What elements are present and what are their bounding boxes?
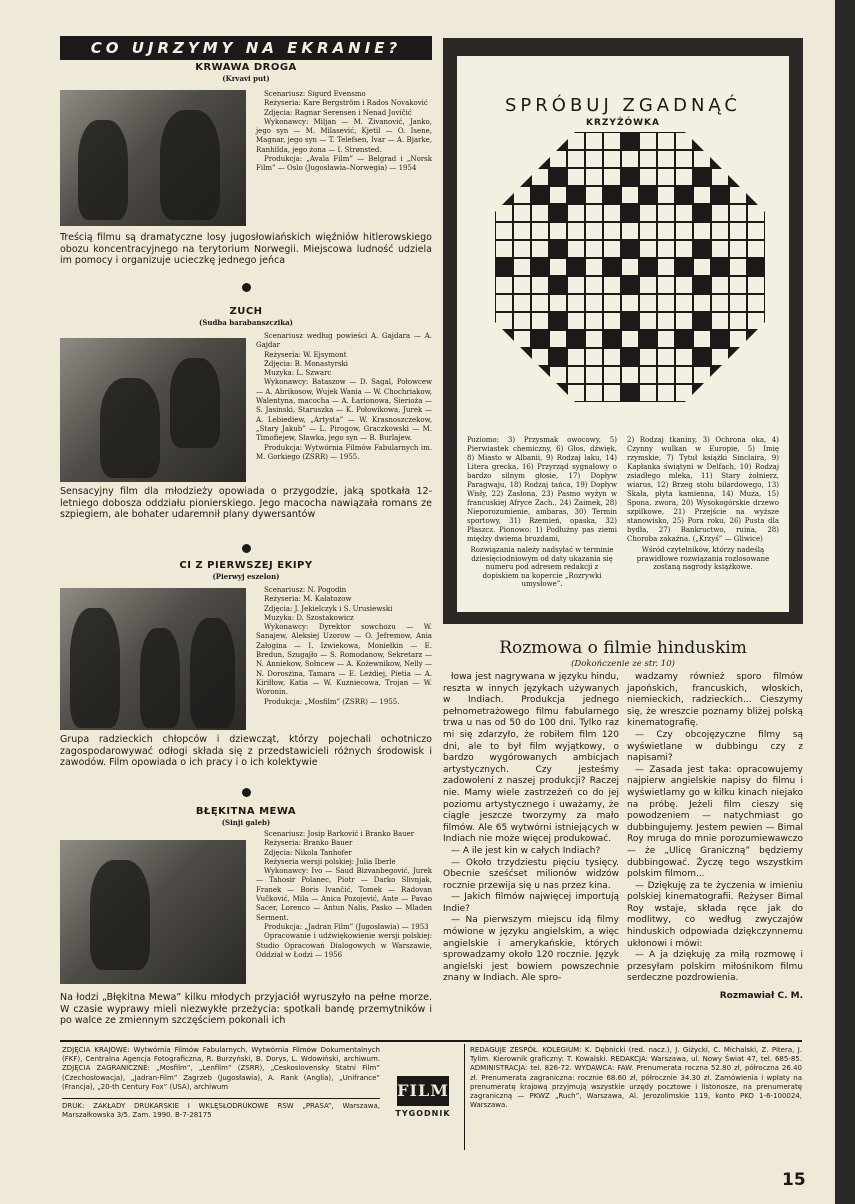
crossword-cell [676,151,692,167]
crossword-cell [586,277,602,293]
crossword-cell [658,385,674,401]
crossword-cell [496,241,512,257]
crossword-cell [586,133,602,149]
credit-line: Reżyseria: Kare Bergström i Rados Novaković [264,99,428,108]
crossword-cell [550,331,566,347]
crossword-cell [604,313,620,329]
crossword-cell [568,241,584,257]
crossword-cell [622,151,638,167]
crossword-cell [550,259,566,275]
crossword-cell [640,205,656,221]
crossword-cell [658,277,674,293]
separator-bullet [242,788,251,797]
credit-line: Zdjęcia: B. Monastyrski [264,359,349,368]
crossword-cell [676,223,692,239]
crossword-cell [730,331,746,347]
crossword-panel [457,56,789,612]
crossword-box [443,38,803,624]
credit-line: Scenariusz według powieści A. Gajdara — A. Gajdar [256,332,432,350]
crossword-note-right: Wśród czytelników, którzy nadeślą prawidłowe rozwiązania rozlosowane zostaną nagrody książkowe. [636,546,770,572]
crossword-cell [586,223,602,239]
crossword-cell [604,367,620,383]
footer-photo-credits: ZDJĘCIA KRAJOWE: Wytwórnia Filmów Fabularnych, Wytwórnia Filmów Dokumentalnych (FKF), Centralna Agencja Fotograficzna, R. Burzyński, B. Dorys, L. Wdowiński, archiwum. ZDJĘCIA ZAGRANICZNE: „Mosfilm”, „Lenfilm” (ZSRR), „Ceskoslovensky Statni Film” (Czechosłowacja), „Jadran-Film” Zagrzeb (Jugosławia), A. Rank (Anglia), „Unifrance” (Francja), „20-th Century Fox” (USA), archiwum [62,1046,380,1091]
film-entry [60,306,432,540]
crossword-cell [748,205,764,221]
crossword-cell [550,295,566,311]
crossword-cell [532,295,548,311]
credit-line: Reżyseria: Branko Bauer [264,839,353,848]
crossword-cell [550,151,566,167]
crossword-cell [712,277,728,293]
credit-line: Reżyseria: M. Kałatozow [264,595,352,604]
crossword-cell [586,205,602,221]
crossword-cell [712,205,728,221]
crossword-cell [658,295,674,311]
article-paragraph: — Około trzydziestu pięciu tysięcy. Obecnie sześćset milionów widzów rocznie przewija się u nas przez kina. [443,857,619,891]
crossword-cell [568,133,584,149]
crossword-cell [730,205,746,221]
crossword-cell [676,367,692,383]
crossword-cell [532,313,548,329]
crossword-cell [622,259,638,275]
film-original-title: (Sudba barabanszczika) [199,318,293,327]
crossword-cell [568,277,584,293]
article-paragraph: łowa jest nagrywana w języku hindu, reszta w innych językach używanych w Indiach. Produkcja jednego pełnometrażowego filmu fabularnego trwa u nas od 50 do 100 dni. Tylko raz mi się zdarzyło, że robiłem film 120 dni, ale to był film wyjątkowy, o bardzo wygórowanych ambicjach artystycznych. Czy jesteśmy zadowoleni z naszej produkcji? Raczej nie. Mamy wiele zastrzeżeń co do jej poziomu artystycznego i uważamy, że ciągle jeszcze tworzymy za mało filmów. Ale 65 wytwórni istniejących w Indiach nie może więcej produkować. [443,672,619,845]
footer-divider [464,1044,465,1150]
crossword-cell [640,349,656,365]
separator-bullet [242,283,251,292]
crossword-clues-left: Poziomo: 3) Przysmak owocowy, 5) Pierwiastek chemiczny, 6) Głos, dźwięk, 8) Miasto w Albanii, 9) Rodzaj laku, 14) Litera grecka, 16) Przyrząd sygnałowy o bardzo silnym głosie, 17) Dopływ Paragwaju, 18) Rodzaj tańca, 19) Dopływ Wisły, 22) Zasłona, 23) Pasmo wyżyn w francuskiej Afryce Zach., 24) Zaimek, 28) Nieporozumienie, ambaras, 30) Termin sportowy, 31) Rzemień, opaska, 32) Płaszcz. Pionowo: 1) Podłużny pas ziemi między dwiema bruzdami, [467,436,617,543]
article-signature: Rozmawiał C. M. [719,991,803,1002]
crossword-cell [748,313,764,329]
article-column-2 [627,672,803,1003]
crossword-cell [640,385,656,401]
credit-line: Scenariusz: Josip Barković i Branko Bauer [264,830,415,838]
crossword-cell [586,349,602,365]
film-still-photo [60,338,246,482]
crossword-cell [586,385,602,401]
crossword-cell [694,331,710,347]
crossword-note-left: Rozwiązania należy nadsyłać w terminie dziesięciodniowym od daty ukazania się numeru pod adresem redakcji z dopiskiem na kopercie „Rozrywki umysłowe”. [470,546,614,589]
separator-bullet [242,544,251,553]
crossword-cell [568,349,584,365]
crossword-cell [640,133,656,149]
film-synopsis: Na łodzi „Błękitna Mewa” kilku młodych przyjaciół wyruszyło na pełne morze. W czasie wyprawy mieli niezwykłe przeżycia: spotkali bandę przemytników i po walce ze zmiennym szczęściem pokonali ich [60,992,432,1026]
article-paragraph: — Czy obcojęzyczne filmy są wyświetlane w dubbingu czy z napisami? [627,729,803,764]
crossword-cell [658,331,674,347]
crossword-cell [730,259,746,275]
crossword-cell [676,313,692,329]
crossword-cell [604,241,620,257]
film-synopsis: Grupa radzieckich chłopców i dziewcząt, którzy pojechali ochotniczo zagospodarowywać odłogi składa się z przedstawicieli różnych środowisk i zawodów. Film opowiada o ich pracy i o ich kolektywie [60,734,432,768]
crossword-cell [514,331,530,347]
crossword-cell [550,187,566,203]
crossword-cell [640,367,656,383]
film-credits [256,586,432,707]
crossword-cell [712,223,728,239]
article-subtitle: (Dokończenie ze str. 10) [571,659,675,669]
crossword-cell [694,295,710,311]
film-title: ZUCH [229,306,263,317]
crossword-cell [568,367,584,383]
crossword-cell [586,169,602,185]
crossword-cell [586,259,602,275]
film-still-photo [60,588,246,730]
crossword-cell [658,223,674,239]
credit-line: Wykonawcy: Ivo — Saud Bizvanbegović, Jurek — Tahosir Polanec, Piotr — Darko Slivnjak, Franek — Boris Ivančić, Tomek — Radovan Vučković, Mila — Anica Pozojević, Ante — Pavao Sacer, Lorenco — Antun Nalis, Pasko — Mladen Serment. [256,867,432,922]
crossword-grid [495,132,765,402]
film-credits [256,90,432,174]
crossword-cell [658,205,674,221]
crossword-cell [730,241,746,257]
crossword-cell [586,151,602,167]
magazine-logo [390,1076,456,1120]
crossword-cell [604,277,620,293]
crossword-cell [658,133,674,149]
crossword-cell [496,205,512,221]
crossword-cell [694,223,710,239]
film-synopsis: Sensacyjny film dla młodzieży opowiada o przygodzie, jaką spotkała 12-letniego dobosza oddziału pionierskiego. Jego macocha nawiązała romans ze szpiegiem, ale bohater udaremnił plany dywersantów [60,486,432,520]
crossword-cell [622,367,638,383]
crossword-cell [658,259,674,275]
crossword-cell [622,223,638,239]
crossword-cell [586,187,602,203]
article-paragraph: — Zasada jest taka: opracowujemy najpierw angielskie napisy do filmu i wyświetlamy go w kilku kinach niejako na próbę. Jeżeli film cieszy się powodzeniem — natychmiast go dubbingujemy. Jestem pewien — Bimal Roy mruga do mnie porozumiewawczo — że „Ulicę Graniczną” będziemy dubbingować. Życzę tego wszystkim polskim filmom... [627,764,803,880]
crossword-cell [640,223,656,239]
crossword-cell [604,205,620,221]
page-number: 15 [782,1170,806,1190]
crossword-cell [604,385,620,401]
film-title: KRWAWA DROGA [195,62,297,73]
credit-line: Produkcja: „Avala Film” — Belgrad i „Norsk Film” — Oslo (Jugosławia–Norwegia) — 1954 [256,155,432,173]
crossword-cell [496,223,512,239]
crossword-cell [586,241,602,257]
crossword-cell [586,313,602,329]
crossword-cell [640,169,656,185]
crossword-cell [712,169,728,185]
crossword-cell [694,187,710,203]
crossword-cell [730,295,746,311]
credit-line: Wykonawcy: Bataszow — D. Sagal, Połowcew — A. Abrikosow, Wujek Wania — W. Chochriakow, Walentyna, macocha — A. Łarionowa, Sierioża — S. Jasinski, Staruszka — K. Połowikowa, Jurek — A. Lebiediew, „Artysta” — W. Krasnoszczekow, „Stary Jakub” — L. Pirogow, Graczkowski — M. Timofiejew, Sławka, jego syn — B. Burlajew. [256,378,432,443]
crossword-cell [604,169,620,185]
crossword-cell [676,295,692,311]
credit-line: Zdjęcia: J. Jekielczyk i S. Urusiewski [264,604,393,613]
credit-line: Produkcja: Wytwórnia Filmów Fabularnych im. M. Gorkiego (ZSRR) — 1955. [256,443,432,461]
footer-credits [62,1046,380,1120]
credit-line: Wykonawcy: Dyrektor sowchozu — W. Sanajew, Aleksiej Uzorow — O. Jefremow, Ania Załogina — I. Izwiekowa, Moniełkin — E. Bredun, Szugajło — S. Romodanow, Sekretarz — N. Anniekow, Sołncew — A. Kożewnikow, Nelly — N. Dorosżina, Tamara — E. Leżdiej, Pietia — A. Kiriłłow, Katia — W. Kuznieсowa, Trojan — W. Woronin. [256,623,432,697]
crossword-cell [514,241,530,257]
crossword-cell [748,241,764,257]
film-entry [60,560,432,790]
article-paragraph: — Jakich filmów najwięcej importują Indie? [443,892,619,914]
footer-editorial: REDAGUJE ZESPÓŁ. KOLEGIUM: K. Dębnicki (red. nacz.), J. Giżycki, C. Michalski, Z. Pitera, J. Tylim. Kierownik graficzny: T. Kowalski. REDAKCJA: Warszawa, ul. Nowy Świat 47, tel. 685-85. ADMINISTRACJA: tel. 826-72. WYDAWCA: FAW. Prenumerata roczna 52.80 zł, półroczna 26.40 zł. Prenumerata zagraniczna: rocznie 68.60 zł, półrocznie 34.30 zł. Zamówienia i wpłaty na prenumeratę krajową przyjmują wszystkie urzędy pocztowe i listonosze, na prenumeratę zagraniczną — PKWZ „Ruch”, Warszawa, Al. Jerozolimskie 119, konto PKO 1-6-100024, Warszawa. [470,1046,802,1110]
crossword-cell [676,169,692,185]
crossword-cell [496,313,512,329]
crossword-cell [532,241,548,257]
crossword-subtitle: KRZYŻÓWKA [586,118,660,128]
footer-rule [60,1040,802,1042]
crossword-cell [676,241,692,257]
credit-line: Muzyka: D. Szostakowicz [264,613,354,622]
film-credits [256,332,432,462]
crossword-cell [730,223,746,239]
crossword-cell [586,295,602,311]
crossword-cell [676,385,692,401]
film-synopsis: Treścią filmu są dramatyczne losy jugosłowiańskich więźniów hitlerowskiego obozu koncentracyjnego na terytorium Norwegii. Miejscowa ludność udziela im pomocy i organizuje ucieczkę jednego jeńca [60,232,432,266]
credit-line: Produkcja: „Mosfilm” (ZSRR) — 1955. [264,697,400,706]
credit-line: Wykonawcy: Miljan — M. Zivanović, Janko, jego syn — M. Milasević, Kjetil — O. Isene, Magnar, jego syn — T. Telefsen, Ivar — A. Bjarke, Ranhilda, jego żona — I. Strønsted. [256,117,432,154]
film-title: BŁĘKITNA MEWA [195,806,297,817]
crossword-cell [676,205,692,221]
crossword-cell [748,277,764,293]
section-header: CO UJRZYMY NA EKRANIE? [60,36,432,60]
article-column-1 [443,672,619,985]
crossword-cell [622,331,638,347]
crossword-cell [712,241,728,257]
credit-line: Scenariusz: Sigurd Evensmo [264,90,366,98]
crossword-cell [568,313,584,329]
crossword-cell [730,277,746,293]
crossword-cell [568,151,584,167]
crossword-cell [568,205,584,221]
crossword-cell [712,313,728,329]
crossword-cell [676,349,692,365]
crossword-cell [496,295,512,311]
crossword-cell [622,295,638,311]
crossword-cell [532,349,548,365]
crossword-cell [532,205,548,221]
crossword-cell [712,295,728,311]
film-original-title: (Pierwyj eszelon) [212,572,280,581]
article-paragraph: — A ja dziękuję za miłą rozmowę i przesyłam polskim miłośnikom filmu serdeczne pozdrowienia. [627,950,803,984]
film-original-title: (Krvavi put) [222,74,270,83]
crossword-cell [532,223,548,239]
crossword-cell [604,295,620,311]
crossword-cell [514,223,530,239]
crossword-cell [658,349,674,365]
crossword-cell [586,367,602,383]
crossword-cell [658,187,674,203]
crossword-cell [514,295,530,311]
crossword-cell [640,151,656,167]
crossword-cell [604,151,620,167]
crossword-cell [676,277,692,293]
crossword-cell [640,295,656,311]
crossword-clues-right: 2) Rodzaj tkaniny, 3) Ochrona oka, 4) Czynny wulkan w Europie, 5) Imię rzymskie, 7) Tytuł książki Sinclaira, 9) Kapłanka świątyni w Delfach, 10) Rodzaj zsiadłego mleka, 11) Stary żołnierz, wiarus, 12) Brzeg stołu bilardowego, 13) Skała, płyta kamienna, 14) Muza, 15) Spona, zwora, 20) Wysokogórskie drzewo szpilkowe, 21) Przejście na wyższe stanowisko, 25) Pora roku, 26) Pusta dla bydła, 27) Bankructwo, ruina, 28) Choroba zakaźna. („Krzyś” — Gliwice) [627,436,779,543]
article-title: Rozmowa o filmie hinduskim [499,638,747,658]
film-credits [256,830,432,960]
credit-line: Zdjęcia: Ragnar Serensen i Nenad Jovičić [264,108,412,117]
crossword-cell [514,277,530,293]
crossword-cell [730,187,746,203]
crossword-cell [568,385,584,401]
crossword-cell [532,277,548,293]
article-paragraph: wadzamy również sporo filmów japońskich, francuskich, włoskich, niemieckich, radzieckich... Cieszymy się, że wreszcie poznamy bliżej polską kinematografię. [627,672,803,729]
crossword-cell [694,151,710,167]
logo-film: FILM [397,1076,449,1106]
crossword-cell [658,313,674,329]
crossword-cell [568,223,584,239]
film-title: CI Z PIERWSZEJ EKIPY [179,560,313,571]
crossword-cell [748,295,764,311]
credit-line: Muzyka: L. Szwarc [264,369,332,378]
crossword-cell [658,367,674,383]
crossword-cell [604,223,620,239]
crossword-cell [676,133,692,149]
crossword-cell [604,349,620,365]
crossword-grid-svg [495,132,765,402]
crossword-cell [712,349,728,365]
article-paragraph: — Dziękuję za te życzenia w imieniu polskiej kinematografii. Reżyser Bimal Roy wstaje, składa ręce jak do modlitwy, co według zwyczajów hinduskich odpowiada dziękczynnemu ukłonowi i mówi: [627,880,803,949]
film-still-photo [60,90,246,226]
film-entry [60,806,432,1036]
credit-line: Produkcja: „Jadran Film” (Jugosławia) — 1953 [264,922,429,931]
crossword-cell [622,187,638,203]
crossword-cell [640,313,656,329]
crossword-cell [532,169,548,185]
crossword-cell [730,313,746,329]
article-paragraph: — Na pierwszym miejscu idą filmy mówione w języku angielskim, a więc angielskie i amerykańskie, których sprowadzamy około 120 rocznie. Język angielski jest bowiem powszechnie znany w Indiach. Ale spro- [443,915,619,984]
crossword-cell [568,295,584,311]
footer-print-info: DRUK: ZAKŁADY DRUKARSKIE I WKLĘSŁODRUKOWE RSW „PRASA”, Warszawa, Marszałkowska 3/5. Zam. 1990. B-7-28175 [62,1098,380,1120]
crossword-cell [568,169,584,185]
article-paragraph: — A ile jest kin w całych Indiach? [451,845,601,856]
credit-line: Reżyseria: W. Ejsymont [264,350,347,359]
crossword-cell [694,367,710,383]
film-still-photo [60,840,246,984]
crossword-cell [658,151,674,167]
crossword-cell [514,259,530,275]
credit-line: Zdjęcia: Nikola Tanhofer [264,848,352,857]
logo-tygodnik: TYGODNIK [395,1109,451,1118]
film-original-title: (Sinji galeb) [221,818,271,827]
crossword-cell [514,313,530,329]
crossword-cell [604,133,620,149]
crossword-cell [550,367,566,383]
credit-line: Opracowanie i udźwiękowienie wersji polskiej: Studio Opracowań Dialogowych w Warszawie, Oddział w Łodzi — 1956 [256,932,432,959]
credit-line: Scenariusz: N. Pogodin [264,586,347,594]
credit-line: Reżyseria wersji polskiej: Julia Iberle [264,857,396,866]
crossword-cell [640,277,656,293]
crossword-cell [658,241,674,257]
crossword-cell [550,223,566,239]
crossword-cell [514,205,530,221]
crossword-cell [748,223,764,239]
crossword-title: SPRÓBUJ ZGADNĄĆ [505,95,741,116]
crossword-cell [658,169,674,185]
crossword-cell [496,277,512,293]
crossword-cell [640,241,656,257]
crossword-cell [514,187,530,203]
page-edge [835,0,855,1204]
crossword-cell [586,331,602,347]
crossword-cell [694,259,710,275]
